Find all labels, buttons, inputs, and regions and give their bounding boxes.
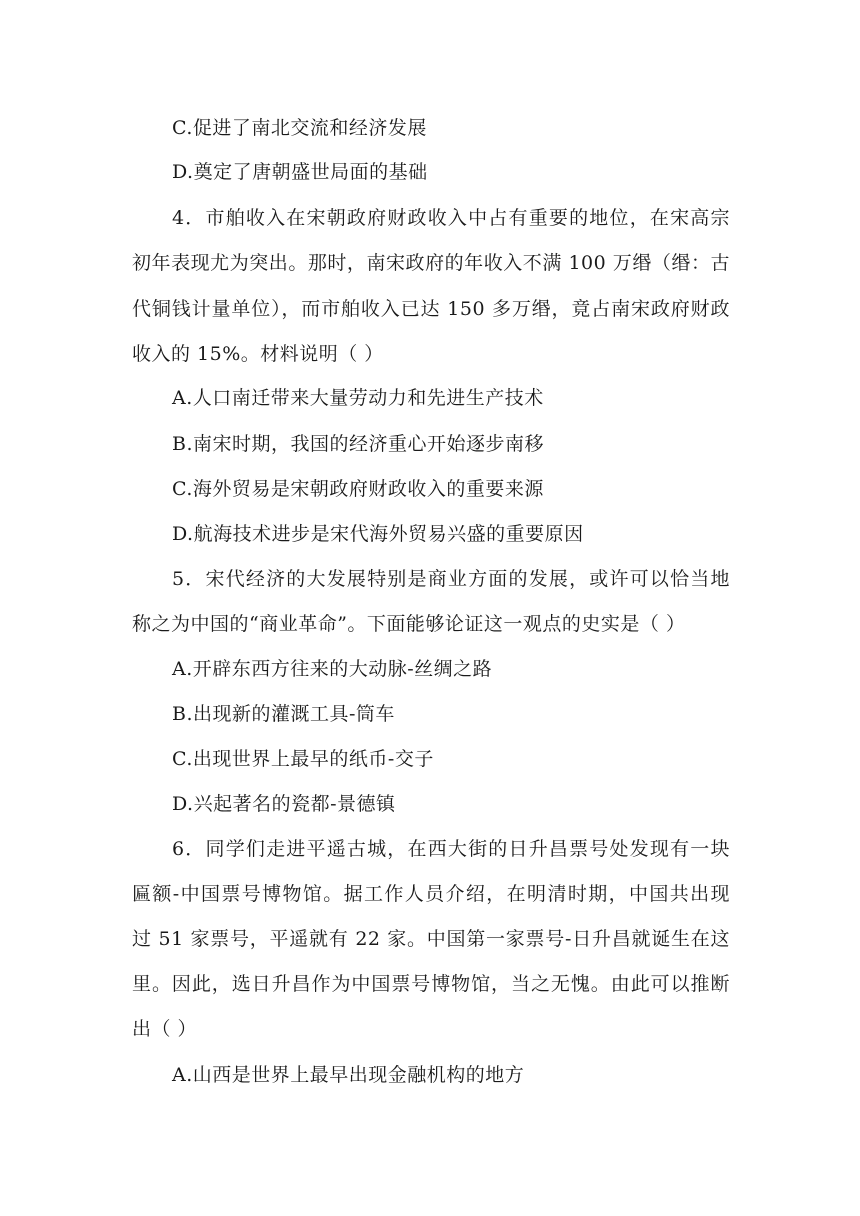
q6-option-a: A.山西是世界上最早出现金融机构的地方 bbox=[172, 1064, 525, 1086]
q4-option-b: B.南宋时期，我国的经济重心开始逐步南移 bbox=[172, 433, 545, 455]
q5-option-a: A.开辟东西方往来的大动脉-丝绸之路 bbox=[172, 658, 493, 680]
q5-option-d: D.兴起著名的瓷都-景德镇 bbox=[172, 793, 396, 815]
q4-stem-line-3: 代铜钱计量单位），而市舶收入已达 150 多万缗，竟占南宋政府财政 bbox=[132, 298, 730, 320]
q3-option-d: D.奠定了唐朝盛世局面的基础 bbox=[172, 161, 428, 183]
q4-option-c: C.海外贸易是宋朝政府财政收入的重要来源 bbox=[172, 478, 544, 500]
q6-stem-line-2: 匾额-中国票号博物馆。据工作人员介绍，在明清时期，中国共出现 bbox=[132, 883, 730, 905]
q5-option-b: B.出现新的灌溉工具-筒车 bbox=[172, 703, 395, 725]
q6-stem-line-1: 6．同学们走进平遥古城，在西大街的日升昌票号处发现有一块 bbox=[172, 838, 730, 860]
q4-option-a: A.人口南迁带来大量劳动力和先进生产技术 bbox=[172, 387, 544, 409]
q6-stem-line-5: 出（ ） bbox=[132, 1018, 198, 1040]
q4-stem-line-4: 收入的 15%。材料说明（ ） bbox=[132, 343, 384, 365]
q5-stem-line-1: 5．宋代经济的大发展特别是商业方面的发展，或许可以恰当地 bbox=[172, 568, 730, 590]
q4-stem-line-1: 4．市舶收入在宋朝政府财政收入中占有重要的地位，在宋高宗 bbox=[172, 207, 730, 229]
q5-stem-line-2: 称之为中国的“商业革命”。下面能够论证这一观点的史实是（ ） bbox=[132, 613, 686, 635]
q3-option-c: C.促进了南北交流和经济发展 bbox=[172, 117, 427, 139]
q4-stem-line-2: 初年表现尤为突出。那时，南宋政府的年收入不满 100 万缗（缗：古 bbox=[132, 252, 730, 274]
q6-stem-line-4: 里。因此，选日升昌作为中国票号博物馆，当之无愧。由此可以推断 bbox=[132, 973, 730, 995]
q4-option-d: D.航海技术进步是宋代海外贸易兴盛的重要原因 bbox=[172, 523, 584, 545]
q5-option-c: C.出现世界上最早的纸币-交子 bbox=[172, 748, 434, 770]
q6-stem-line-3: 过 51 家票号，平遥就有 22 家。中国第一家票号-日升昌就诞生在这 bbox=[132, 928, 730, 950]
